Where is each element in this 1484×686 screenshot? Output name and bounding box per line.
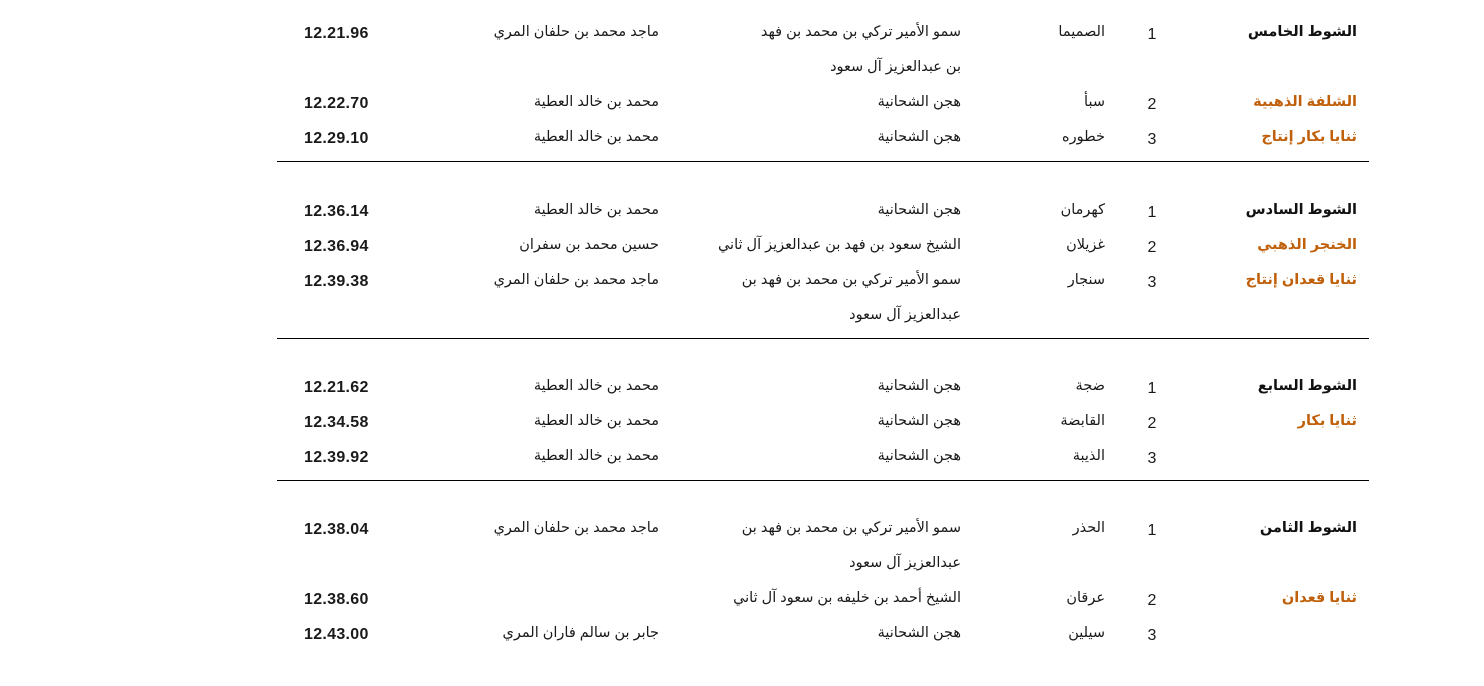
owner-name: الشيخ أحمد بن خليفه بن سعود آل ثاني: [733, 590, 961, 606]
rider-name: محمد بن خالد العطية: [533, 129, 659, 145]
race-time: 12.36.14: [304, 203, 369, 220]
race-time: 12.21.62: [304, 379, 369, 396]
camel-name: سيلين: [1068, 625, 1105, 641]
camel-name: سنجار: [1067, 272, 1105, 288]
camel-name: القابضة: [1060, 413, 1105, 429]
owner-name: هجن الشحانية: [877, 378, 961, 394]
table-row: [277, 518, 1369, 553]
rank-number: 3: [1147, 627, 1157, 644]
owner-name-continuation: عبدالعزيز آل سعود: [849, 555, 961, 571]
rider-name: محمد بن خالد العطية: [533, 378, 659, 394]
race-time: 12.22.70: [304, 95, 369, 112]
race-category: ثنايا بكار: [1297, 413, 1357, 429]
camel-name: كهرمان: [1060, 202, 1105, 218]
rider-name: محمد بن خالد العطية: [533, 448, 659, 464]
rank-number: 2: [1147, 96, 1157, 113]
owner-name: الشيخ سعود بن فهد بن عبدالعزيز آل ثاني: [717, 237, 961, 253]
section-divider: [277, 338, 1369, 339]
section-divider: [277, 480, 1369, 481]
camel-name: الحذر: [1072, 520, 1105, 536]
camel-name: سبأ: [1084, 94, 1105, 110]
rank-number: 1: [1147, 522, 1157, 539]
rank-number: 2: [1147, 239, 1157, 256]
rank-number: 1: [1147, 26, 1157, 43]
rider-name: محمد بن خالد العطية: [533, 94, 659, 110]
race-title: الشوط السابع: [1257, 378, 1357, 394]
camel-name: ضجة: [1075, 378, 1105, 394]
owner-continuation-row: [277, 305, 1369, 340]
race-time: 12.29.10: [304, 130, 369, 147]
rank-number: 3: [1147, 274, 1157, 291]
owner-name: سمو الأمير تركي بن محمد بن فهد: [760, 24, 961, 40]
owner-name: سمو الأمير تركي بن محمد بن فهد بن: [741, 520, 961, 536]
camel-name: عرقان: [1066, 590, 1105, 606]
race-time: 12.39.92: [304, 449, 369, 466]
owner-name: هجن الشحانية: [877, 202, 961, 218]
table-row: [277, 376, 1369, 411]
race-time: 12.39.38: [304, 273, 369, 290]
race-category: ثنايا قعدان إنتاج: [1245, 272, 1357, 288]
rank-number: 1: [1147, 204, 1157, 221]
owner-name: هجن الشحانية: [877, 625, 961, 641]
owner-continuation-row: [277, 57, 1369, 92]
table-row: [277, 446, 1369, 481]
camel-name: الصميما: [1058, 24, 1105, 40]
race-category: الخنجر الذهبي: [1257, 237, 1357, 253]
table-row: [277, 270, 1369, 305]
race-block: [277, 200, 1369, 340]
race-time: 12.38.60: [304, 591, 369, 608]
table-row: [277, 92, 1369, 127]
race-category: ثنايا بكار إنتاج: [1261, 129, 1357, 145]
owner-name: هجن الشحانية: [877, 448, 961, 464]
race-time: 12.34.58: [304, 414, 369, 431]
table-row: [277, 588, 1369, 623]
race-time: 12.36.94: [304, 238, 369, 255]
owner-continuation-row: [277, 553, 1369, 588]
table-row: [277, 127, 1369, 162]
rider-name: محمد بن خالد العطية: [533, 413, 659, 429]
race-block: [277, 518, 1369, 658]
rider-name: حسين محمد بن سفران: [519, 237, 659, 253]
rider-name: ماجد محمد بن حلفان المري: [493, 520, 659, 536]
camel-name: غزيلان: [1066, 237, 1105, 253]
rider-name: ماجد محمد بن حلفان المري: [493, 24, 659, 40]
race-time: 12.21.96: [304, 25, 369, 42]
owner-name: هجن الشحانية: [877, 413, 961, 429]
race-title: الشوط الثامن: [1259, 520, 1357, 536]
table-row: [277, 623, 1369, 658]
table-row: [277, 200, 1369, 235]
rider-name: محمد بن خالد العطية: [533, 202, 659, 218]
owner-name: هجن الشحانية: [877, 129, 961, 145]
race-title: الشوط الخامس: [1247, 24, 1357, 40]
rider-name: ماجد محمد بن حلفان المري: [493, 272, 659, 288]
rank-number: 1: [1147, 380, 1157, 397]
owner-name: سمو الأمير تركي بن محمد بن فهد بن: [741, 272, 961, 288]
race-category: ثنايا قعدان: [1281, 590, 1357, 606]
owner-name: هجن الشحانية: [877, 94, 961, 110]
race-time: 12.38.04: [304, 521, 369, 538]
section-divider: [277, 161, 1369, 162]
table-row: [277, 22, 1369, 57]
rank-number: 2: [1147, 415, 1157, 432]
rank-number: 2: [1147, 592, 1157, 609]
owner-name-continuation: عبدالعزيز آل سعود: [849, 307, 961, 323]
race-title: الشوط السادس: [1245, 202, 1357, 218]
table-row: [277, 235, 1369, 270]
camel-name: خطوره: [1062, 129, 1105, 145]
race-category: الشلفة الذهبية: [1253, 94, 1357, 110]
owner-name-continuation: بن عبدالعزيز آل سعود: [830, 59, 961, 75]
camel-name: الذيبة: [1072, 448, 1105, 464]
rank-number: 3: [1147, 450, 1157, 467]
race-time: 12.43.00: [304, 626, 369, 643]
race-block: [277, 376, 1369, 481]
race-block: [277, 22, 1369, 162]
table-row: [277, 411, 1369, 446]
rank-number: 3: [1147, 131, 1157, 148]
rider-name: جابر بن سالم فاران المري: [502, 625, 659, 641]
